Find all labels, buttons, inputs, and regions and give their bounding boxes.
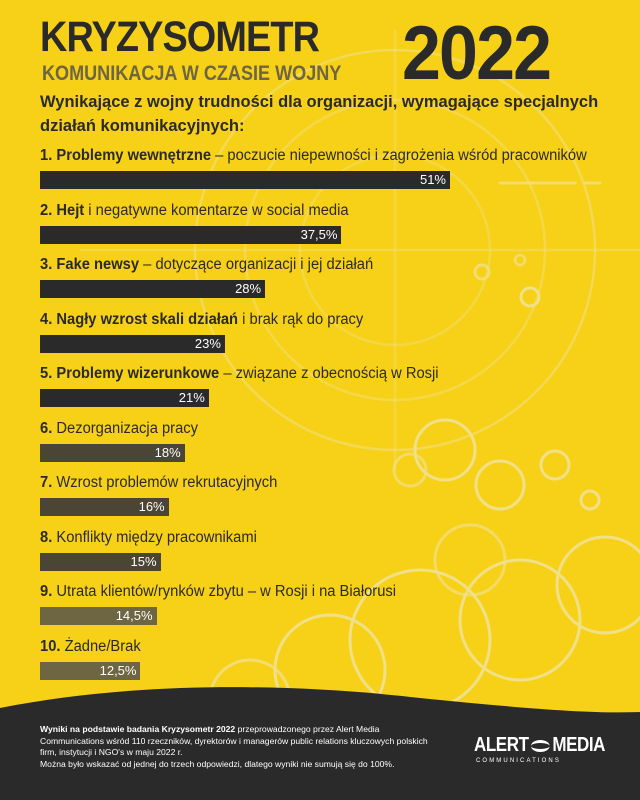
- logo-media: MEDIA: [552, 734, 606, 756]
- category-text: Wzrost problemów rekrutacyjnych: [56, 474, 278, 491]
- category-number: 10.: [40, 637, 61, 655]
- bar: [40, 662, 140, 680]
- page-title: KRYZYSOMETR: [40, 13, 320, 61]
- title-year: 2022: [402, 11, 551, 96]
- bar: [40, 607, 157, 625]
- category-text: i brak rąk do pracy: [238, 310, 364, 328]
- category-bold-text: Hejt: [56, 201, 85, 219]
- bar: [40, 553, 161, 571]
- category-label: [40, 256, 373, 274]
- category-text: – związane z obecnością w Rosji: [219, 365, 439, 382]
- logo-subtitle: COMMUNICATIONS: [476, 758, 561, 764]
- category-label: [40, 202, 349, 220]
- footer: [0, 686, 640, 800]
- category-text: – dotyczące organizacji i jej działań: [139, 256, 374, 273]
- logo-alert: ALERT: [474, 734, 529, 756]
- category-number: 6.: [40, 419, 53, 437]
- answers-note: Można było wskazać od jednej do trzech odpowiedzi, dlatego wyniki nie sumują się do 100%.: [40, 758, 395, 769]
- bar-value-label: 28%: [235, 281, 262, 296]
- category-number: 7.: [40, 474, 53, 491]
- category-text: – poczucie niepewności i zagrożenia wśród pracowników: [211, 147, 587, 164]
- bar-value-label: 51%: [419, 172, 446, 187]
- category-number: 4.: [40, 310, 53, 328]
- category-label: [40, 147, 587, 165]
- bar: [40, 389, 209, 407]
- chart-item: [40, 202, 620, 244]
- category-text: Dezorganizacja pracy: [56, 419, 198, 437]
- category-label: [40, 474, 277, 492]
- chart-item: [40, 638, 620, 680]
- category-text: Konflikty między pracownikami: [56, 528, 257, 546]
- category-bold-text: Fake newsy: [56, 256, 140, 273]
- bar-value-label: 23%: [194, 335, 221, 351]
- chart-item: [40, 365, 620, 407]
- chart-item: [40, 420, 620, 462]
- study-description: przeprowadzonego przez Alert Media Communications wśród 110 rzeczników, dyrektorów i managerów public relations kluczowych polskich firm, instytucji i NGO's w maju 2022 r.: [40, 724, 428, 757]
- bar-value-label: 21%: [178, 390, 205, 405]
- category-text: i negatywne komentarze w social media: [84, 201, 349, 219]
- category-bold-text: Nagły wzrost skali działań: [56, 310, 239, 328]
- chart-item: [40, 583, 620, 625]
- bar-value-label: 15%: [130, 553, 157, 569]
- category-text: Żadne/Brak: [64, 637, 141, 655]
- category-number: 2.: [40, 201, 53, 219]
- bar: [40, 335, 225, 353]
- category-label: [40, 420, 198, 438]
- category-text: Utrata klientów/rynków zbytu – w Rosji i na Białorusi: [56, 583, 397, 600]
- bar-value-label: 18%: [154, 444, 181, 460]
- bar-value-label: 16%: [138, 499, 165, 514]
- category-number: 8.: [40, 528, 53, 546]
- category-label: [40, 311, 363, 329]
- category-number: 5.: [40, 365, 53, 382]
- logo-wave-icon: [531, 740, 550, 752]
- bar: [40, 444, 185, 462]
- alert-media-logo: [474, 734, 606, 770]
- chart-item: [40, 529, 620, 571]
- bar: [40, 498, 169, 516]
- bar-value-label: 14,5%: [115, 608, 153, 623]
- category-number: 3.: [40, 256, 53, 273]
- page-subtitle: KOMUNIKACJA W CZASIE WOJNY: [42, 62, 342, 85]
- study-note: [40, 724, 440, 770]
- category-number: 9.: [40, 583, 53, 600]
- chart-item: [40, 474, 620, 516]
- bar: [40, 171, 450, 189]
- chart-item: [40, 147, 620, 189]
- bar-value-label: 37,5%: [300, 226, 338, 242]
- category-label: [40, 638, 141, 656]
- category-number: 1.: [40, 147, 53, 164]
- category-bold-text: Problemy wewnętrzne: [56, 147, 212, 164]
- chart-item: [40, 311, 620, 353]
- logo-wordmark: [474, 734, 605, 756]
- bar-value-label: 12,5%: [99, 662, 137, 678]
- category-label: [40, 365, 439, 383]
- chart-item: [40, 256, 620, 298]
- category-label: [40, 583, 396, 601]
- bar: [40, 226, 341, 244]
- category-bold-text: Problemy wizerunkowe: [56, 365, 220, 382]
- bar: [40, 280, 265, 298]
- study-title: Wyniki na podstawie badania Kryzysometr 2022: [40, 724, 236, 734]
- chart-intro: Wynikające z wojny trudności dla organizacji, wymagające specjalnych działań komunikacyjnych:: [40, 93, 599, 135]
- category-label: [40, 529, 257, 547]
